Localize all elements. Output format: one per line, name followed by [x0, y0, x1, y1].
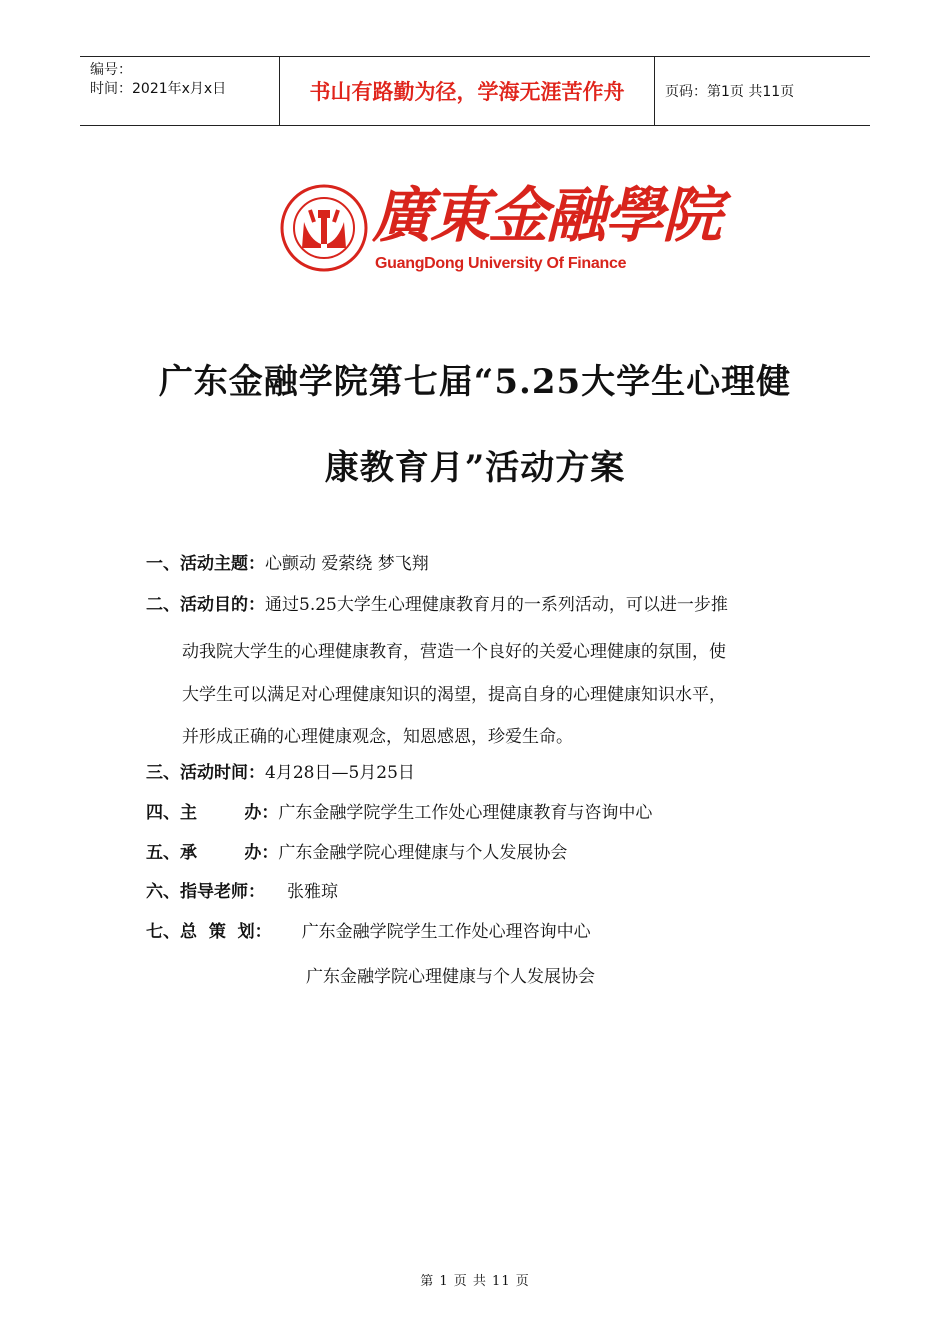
section-text: 广东金融学院心理健康与个人发展协会 — [278, 843, 568, 863]
section-text: 动我院大学生的心理健康教育，营造一个良好的关爱心理健康的氛围，使 — [182, 642, 726, 662]
section-label: 六、指导老师： — [146, 882, 265, 902]
section-purpose — [146, 595, 728, 615]
section-label: 一、活动主题： — [146, 554, 265, 574]
document-header — [80, 56, 870, 126]
serial-label: 编号： — [90, 62, 132, 78]
page-title-line2: 康教育月”活动方案 — [324, 448, 626, 488]
section-text: 大学生可以满足对心理健康知识的渴望，提高自身的心理健康知识水平， — [182, 685, 726, 705]
section-text: 并形成正确的心理健康观念，知恩感恩，珍爱生命。 — [182, 727, 573, 747]
section-text: 广东金融学院心理健康与个人发展协会 — [306, 967, 595, 987]
section-text: 4月28日—5月25日 — [265, 763, 415, 783]
section-time — [146, 763, 415, 783]
page-footer: 第 1 页 共 11 页 — [420, 1274, 530, 1289]
logo-chinese-name: 廣東金融學院 — [372, 181, 720, 251]
page-title-line1: 广东金融学院第七届“5.25大学生心理健 — [158, 362, 792, 402]
section-text: 广东金融学院学生工作处心理咨询中心 — [301, 922, 591, 942]
section-text: 张雅琼 — [287, 882, 338, 902]
section-undertaker — [146, 843, 567, 863]
section-theme — [146, 554, 429, 574]
section-text: 心颤动 爱萦绕 梦飞翔 — [265, 554, 429, 574]
section-label: 四、主 办： — [146, 803, 279, 823]
logo-english-name: GuangDong University Of Finance — [375, 255, 627, 272]
section-advisor — [146, 882, 338, 902]
section-planning — [146, 922, 591, 942]
time-label: 时间：2021年x月x日 — [90, 81, 227, 97]
header-page-info: 页码：第1页 共11页 — [665, 84, 795, 100]
section-text: 广东金融学院学生工作处心理健康教育与咨询中心 — [278, 803, 653, 823]
section-label: 七、总 策 划： — [146, 922, 272, 942]
header-meta — [80, 57, 280, 125]
section-organizer — [146, 803, 652, 823]
section-label: 三、活动时间： — [146, 763, 265, 783]
section-label: 五、承 办： — [146, 843, 279, 863]
header-motto: 书山有路勤为径，学海无涯苦作舟 — [280, 57, 655, 125]
section-label: 二、活动目的： — [146, 595, 265, 615]
section-text: 通过5.25大学生心理健康教育月的一系列活动，可以进一步推 — [265, 595, 728, 615]
